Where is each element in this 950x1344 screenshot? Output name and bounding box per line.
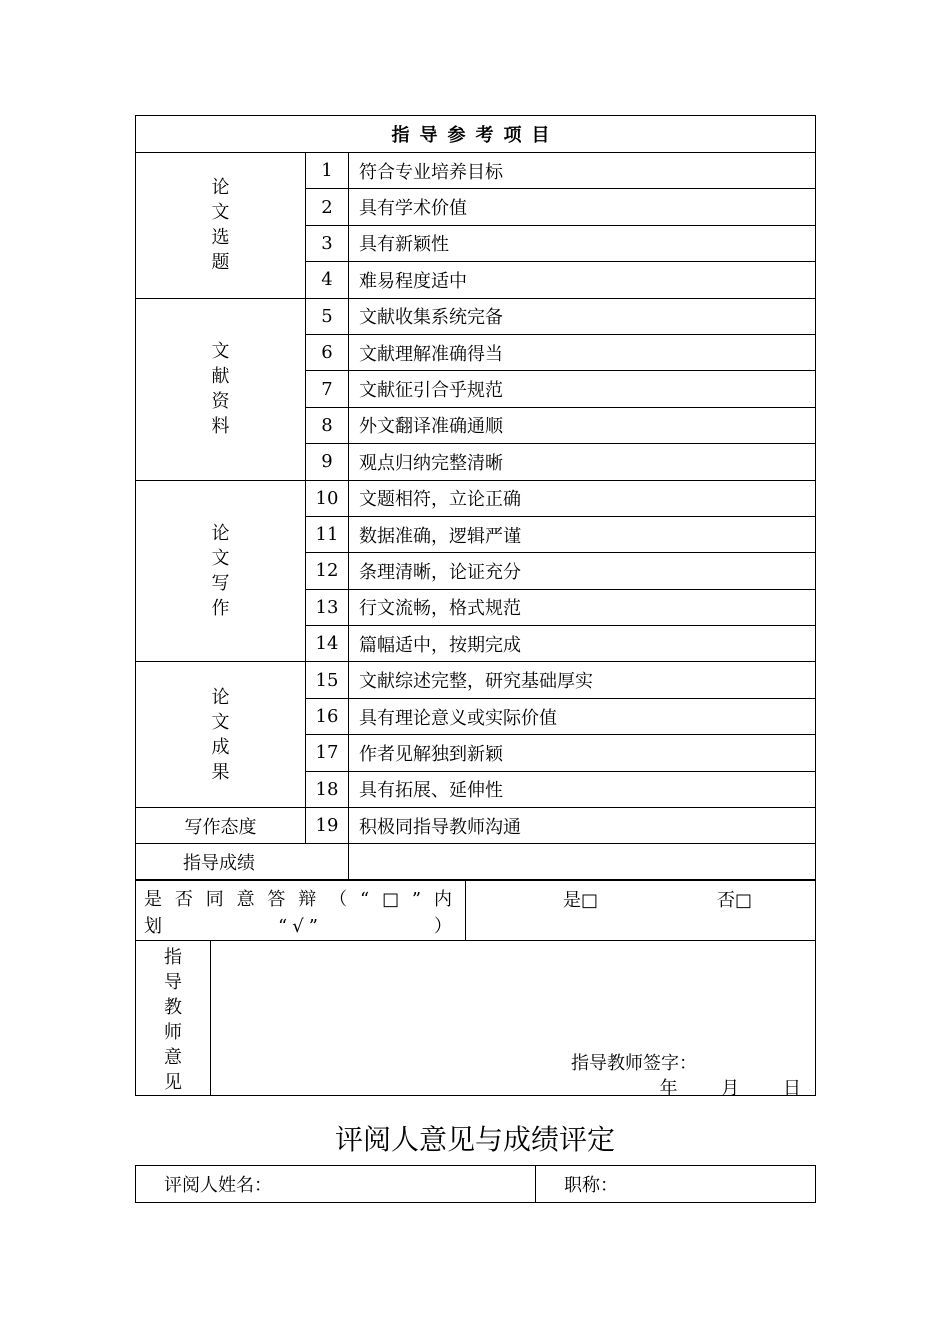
guidance-table — [135, 115, 816, 881]
item-text: 难易程度适中 — [349, 262, 816, 298]
item-text: 文献收集系统完备 — [349, 298, 816, 334]
item-number: 16 — [306, 698, 349, 734]
item-number: 2 — [306, 189, 349, 225]
category-label: 文献资料 — [136, 298, 306, 480]
guidance-header: 指导参考项目 — [136, 116, 816, 153]
item-text: 具有理论意义或实际价值 — [349, 698, 816, 734]
table-row — [136, 298, 816, 334]
grade-label: 指导成绩 — [136, 844, 349, 880]
item-text: 文献综述完整，研究基础厚实 — [349, 662, 816, 698]
item-number: 14 — [306, 626, 349, 662]
defense-no-checkbox[interactable]: 否□ — [717, 890, 753, 912]
table-row — [136, 662, 816, 698]
item-number: 12 — [306, 553, 349, 589]
item-number: 6 — [306, 334, 349, 370]
item-number: 3 — [306, 225, 349, 261]
item-number: 11 — [306, 516, 349, 552]
item-text: 具有新颖性 — [349, 225, 816, 261]
item-text: 观点归纳完整清晰 — [349, 444, 816, 480]
item-text: 作者见解独到新颖 — [349, 735, 816, 771]
reviewer-table — [135, 1165, 816, 1203]
table-row — [136, 153, 816, 189]
attitude-number: 19 — [306, 808, 349, 844]
item-text: 外文翻译准确通顺 — [349, 407, 816, 443]
item-text: 条理清晰，论证充分 — [349, 553, 816, 589]
item-text: 文献征引合乎规范 — [349, 371, 816, 407]
defense-yes-checkbox[interactable]: 是□ — [563, 890, 599, 912]
item-text: 数据准确，逻辑严谨 — [349, 516, 816, 552]
item-number: 9 — [306, 444, 349, 480]
item-number: 4 — [306, 262, 349, 298]
item-number: 8 — [306, 407, 349, 443]
item-text: 篇幅适中，按期完成 — [349, 626, 816, 662]
category-label: 论文选题 — [136, 153, 306, 299]
teacher-signature-label: 指导教师签字： — [571, 1052, 697, 1074]
category-label: 论文成果 — [136, 662, 306, 808]
day-label: 日 — [783, 1077, 801, 1099]
item-number: 7 — [306, 371, 349, 407]
item-text: 符合专业培养目标 — [349, 153, 816, 189]
attitude-label: 写作态度 — [136, 808, 306, 844]
grade-row — [136, 844, 816, 880]
item-text: 具有学术价值 — [349, 189, 816, 225]
table-row — [136, 480, 816, 516]
reviewer-section-title: 评阅人意见与成绩评定 — [334, 1123, 615, 1156]
opinion-area[interactable] — [211, 940, 816, 1099]
guidance-form — [135, 115, 815, 1099]
defense-question: 是否同意答辩（“□”内划“√”） — [136, 880, 466, 941]
item-number: 10 — [306, 480, 349, 516]
grade-value-field[interactable] — [349, 844, 816, 880]
attitude-text: 积极同指导教师沟通 — [349, 808, 816, 844]
reviewer-title-field[interactable]: 职称： — [536, 1166, 816, 1203]
year-label: 年 — [659, 1077, 678, 1099]
attitude-row — [136, 808, 816, 844]
opinion-label: 指导教师意见 — [136, 940, 211, 1095]
item-number: 15 — [306, 662, 349, 698]
category-label: 论文写作 — [136, 480, 306, 662]
defense-table — [135, 879, 816, 941]
item-text: 文题相符，立论正确 — [349, 480, 816, 516]
opinion-table — [135, 940, 816, 1099]
month-label: 月 — [721, 1077, 740, 1099]
item-number: 18 — [306, 771, 349, 807]
item-number: 17 — [306, 735, 349, 771]
defense-options — [466, 880, 816, 941]
item-text: 文献理解准确得当 — [349, 334, 816, 370]
item-number: 5 — [306, 298, 349, 334]
reviewer-name-field[interactable]: 评阅人姓名： — [136, 1166, 536, 1203]
signature-date — [622, 1074, 801, 1100]
item-text: 行文流畅，格式规范 — [349, 589, 816, 625]
item-text: 具有拓展、延伸性 — [349, 771, 816, 807]
item-number: 1 — [306, 153, 349, 189]
item-number: 13 — [306, 589, 349, 625]
